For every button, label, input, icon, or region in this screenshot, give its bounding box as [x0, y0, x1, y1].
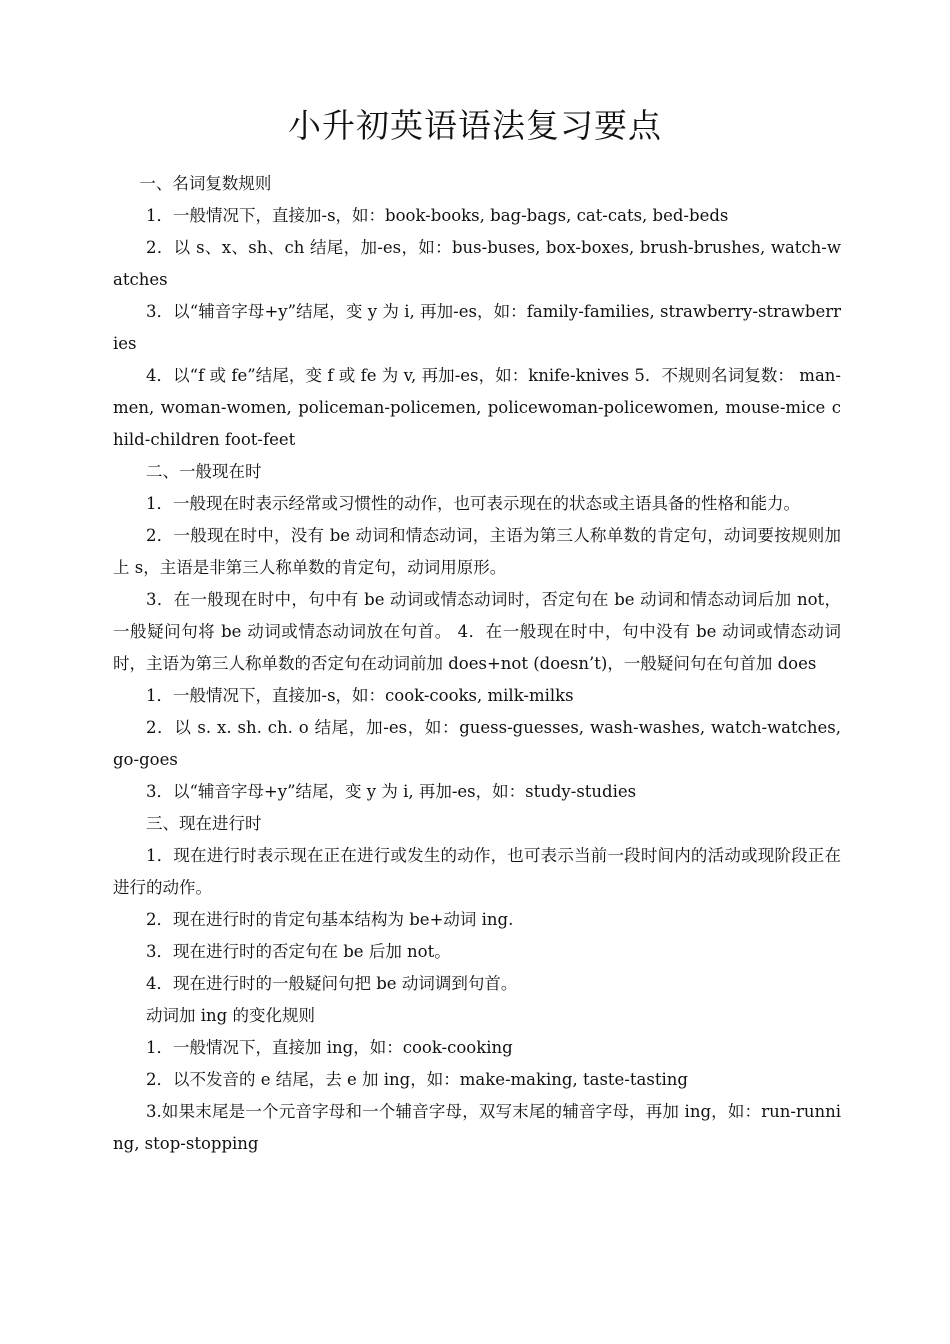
section-heading-present-continuous: 三、现在进行时: [146, 814, 262, 833]
paragraph: 3．以“辅音字母+y”结尾，变 y 为 i, 再加-es，如：family-families, strawberry-strawberries: [113, 302, 841, 353]
paragraph: 2．以 s. x. sh. ch. o 结尾，加-es，如：guess-guesses, wash-washes, watch-watches, go-goes: [113, 718, 841, 769]
paragraph: 4．以“f 或 fe”结尾，变 f 或 fe 为 v, 再加-es，如：knife-knives 5．不规则名词复数： man-men, woman-women, policeman-policemen, policewoman-policewomen, mouse-mice child-children foot-feet: [113, 366, 841, 449]
paragraph: 3．在一般现在时中，句中有 be 动词或情态动词时，否定句在 be 动词和情态动词后加 not，一般疑问句将 be 动词或情态动词放在句首。 4．在一般现在时中，句中没有 be 动词或情态动词时，主语为第三人称单数的否定句在动词前加 does+not (doesn’t)，一般疑问句在句首加 does: [113, 590, 841, 673]
paragraph: 1．一般情况下，直接加 ing，如：cook-cooking: [146, 1038, 513, 1057]
section-heading-noun-plurals: 一、名词复数规则: [139, 174, 272, 193]
paragraph: 3．以“辅音字母+y”结尾，变 y 为 i, 再加-es，如：study-studies: [146, 782, 637, 801]
paragraph: 1．现在进行时表示现在正在进行或发生的动作，也可表示当前一段时间内的活动或现阶段正在进行的动作。: [113, 846, 841, 897]
section-heading-simple-present: 二、一般现在时: [146, 462, 262, 481]
document-body: [113, 168, 841, 1160]
paragraph: 1．一般现在时表示经常或习惯性的动作，也可表示现在的状态或主语具备的性格和能力。: [146, 494, 800, 513]
paragraph: 2．一般现在时中，没有 be 动词和情态动词，主语为第三人称单数的肯定句，动词要按规则加上 s，主语是非第三人称单数的肯定句，动词用原形。: [113, 526, 841, 577]
paragraph: 2．以不发音的 e 结尾，去 e 加 ing，如：make-making, taste-tasting: [146, 1070, 688, 1089]
paragraph: 1．一般情况下，直接加-s，如：book-books, bag-bags, cat-cats, bed-beds: [146, 206, 729, 225]
paragraph: 2．以 s、x、sh、ch 结尾，加-es，如：bus-buses, box-boxes, brush-brushes, watch-watches: [113, 238, 841, 289]
document-title: 小升初英语语法复习要点: [288, 106, 662, 145]
subheading-ing-rules: 动词加 ing 的变化规则: [146, 1006, 315, 1025]
paragraph: 2．现在进行时的肯定句基本结构为 be+动词 ing.: [146, 910, 514, 929]
paragraph: 3．现在进行时的否定句在 be 后加 not。: [146, 942, 451, 961]
paragraph: 1．一般情况下，直接加-s，如：cook-cooks, milk-milks: [146, 686, 574, 705]
paragraph: 3.如果末尾是一个元音字母和一个辅音字母，双写末尾的辅音字母，再加 ing，如：run-running, stop-stopping: [113, 1102, 841, 1153]
paragraph: 4．现在进行时的一般疑问句把 be 动词调到句首。: [146, 974, 518, 993]
